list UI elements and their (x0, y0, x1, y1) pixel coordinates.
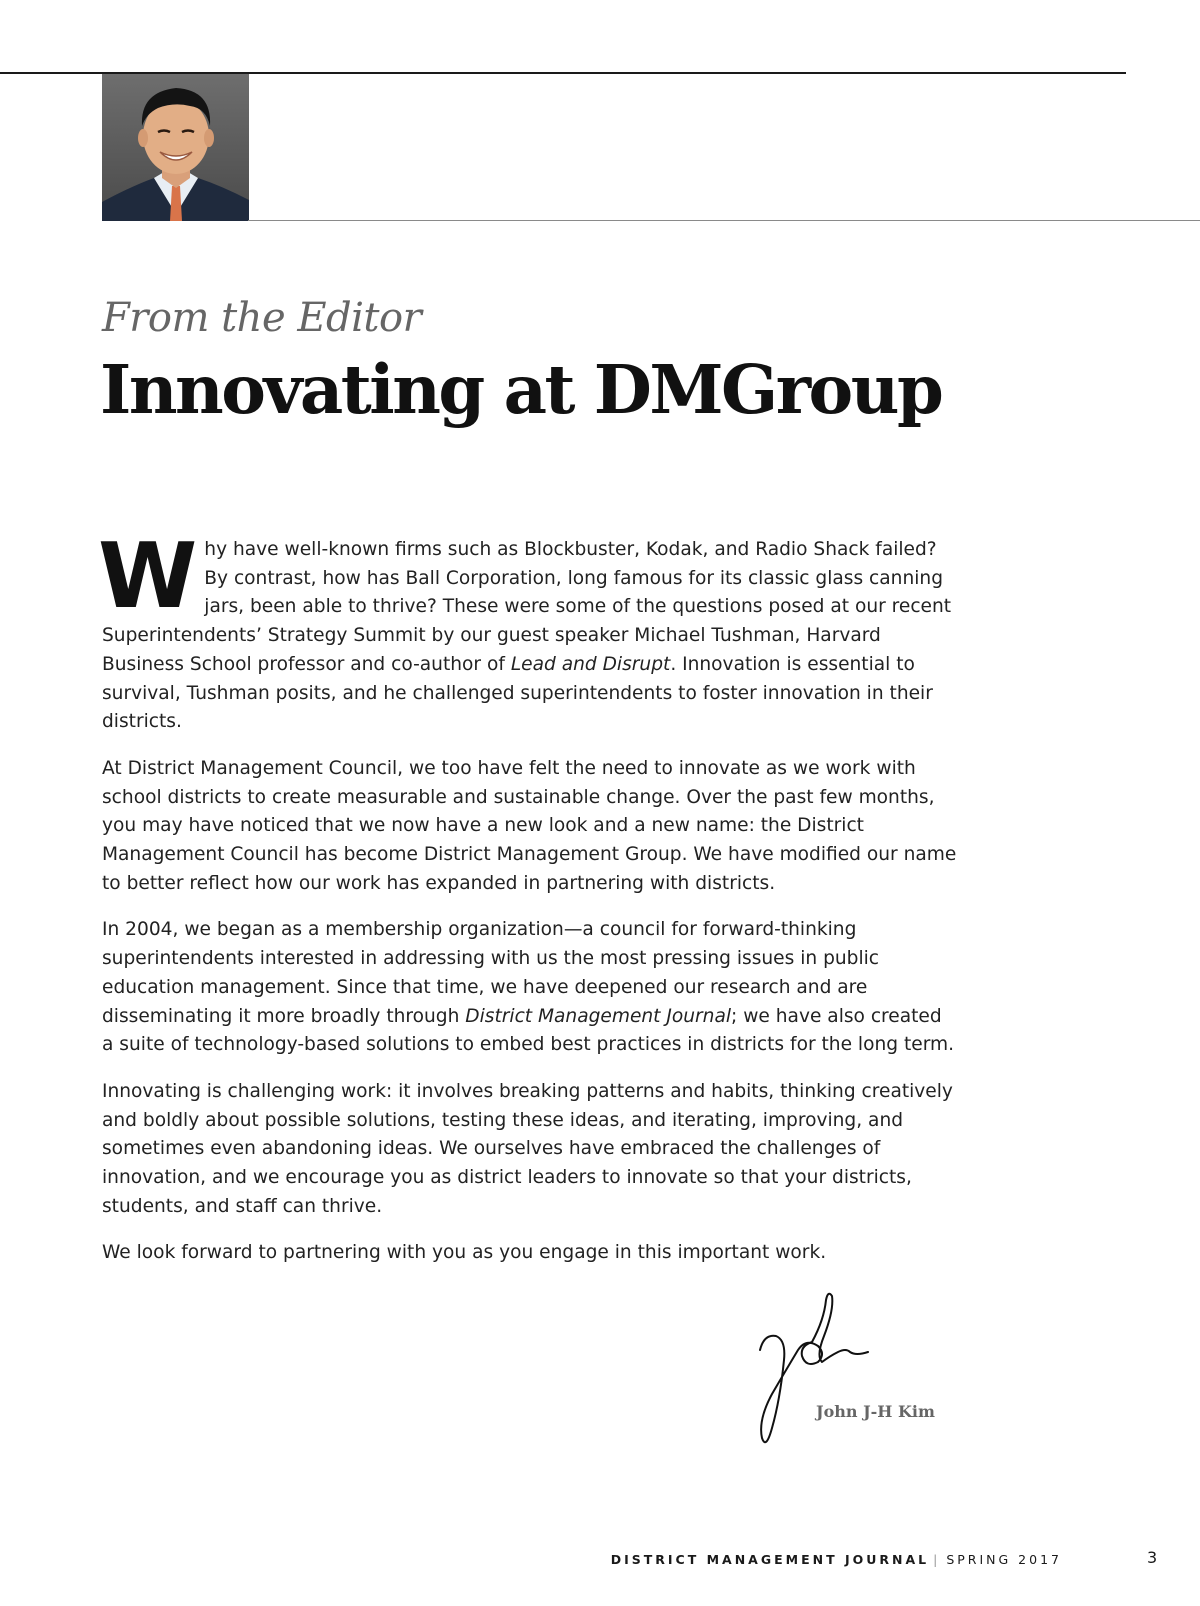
signer-name: John J-H Kim (816, 1402, 935, 1421)
section-kicker: From the Editor (102, 295, 422, 341)
paragraph-5: We look forward to partnering with you as you engage in this important work. (102, 1242, 827, 1264)
header-rule (248, 220, 1200, 221)
paragraph-3-text-a: In 2004, we began as a membership organization—a council for forward-thinking superintendents interested in addressing with us the most pressing issues in public education management. Since that time, we have deepened our research and are disseminating it more broadly through (102, 919, 880, 1027)
editor-portrait-photo (102, 74, 249, 221)
journal-title: District Management Journal (465, 1005, 732, 1027)
footer-running-title (611, 1552, 1062, 1567)
paragraph-4: Innovating is challenging work: it involves breaking patterns and habits, thinking creatively and boldly about possible solutions, testing these ideas, and iterating, improving, and sometimes even abandoning ideas. We ourselves have embraced the challenges of innovation, and we encourage you as district leaders to innovate so that your districts, students, and staff can thrive. (102, 1080, 953, 1217)
page-title: Innovating at DMGroup (100, 350, 942, 429)
article-body (98, 524, 957, 1286)
publication-name: DISTRICT MANAGEMENT JOURNAL (610, 1552, 930, 1567)
paragraph-1-text-a: hy have well-known firms such as Blockbuster, Kodak, and Radio Shack failed? By contrast, how has Ball Corporation, long famous for its classic glass canning jars, been able to thrive? These were some of the questions posed at our recent Superintendents’ Strategy Summit by our guest speaker Michael Tushman, Harvard Business School professor and co-author of (102, 539, 952, 675)
paragraph-3-text-b: ; we have also created a suite of technology-based solutions to embed best practices in districts for the long term. (102, 1005, 955, 1056)
issue-label: SPRING 2017 (946, 1552, 1062, 1567)
page-number: 3 (1147, 1548, 1158, 1567)
paragraph-1 (98, 524, 957, 737)
handwritten-signature (758, 1290, 898, 1450)
drop-cap: W (98, 524, 195, 629)
book-title: Lead and Disrupt (510, 653, 671, 675)
paragraph-3 (102, 916, 957, 1060)
paragraph-2: At District Management Council, we too have felt the need to innovate as we work with school districts to create measurable and sustainable change. Over the past few months, you may have noticed that we now have a new look and a new name: the District Management Council has become District Management Group. We have modified our name to better reflect how our work has expanded in partnering with districts. (102, 757, 957, 894)
footer-separator: | (933, 1552, 941, 1567)
paragraph-1-text-b: . Innovation is essential to survival, Tushman posits, and he challenged superintendents to foster innovation in their districts. (102, 653, 933, 733)
